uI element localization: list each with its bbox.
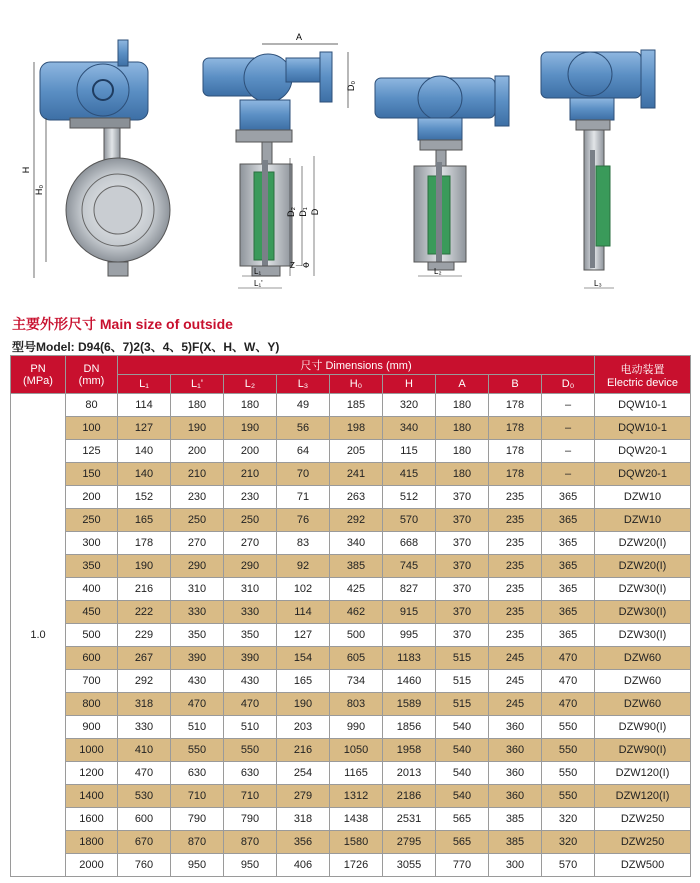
dimension-cell: 263 (330, 486, 383, 509)
dimension-cell: 410 (118, 739, 171, 762)
dimension-cell: 180 (224, 394, 277, 417)
dimension-cell: 512 (383, 486, 436, 509)
wafer-view-drawing (375, 76, 509, 276)
dimension-cell: 790 (171, 808, 224, 831)
dimension-cell: 670 (118, 831, 171, 854)
device-cell: DZW20(I) (595, 532, 691, 555)
dimension-cell: 365 (542, 509, 595, 532)
dimension-cell: 803 (330, 693, 383, 716)
device-cell: DZW60 (595, 670, 691, 693)
table-row (11, 394, 691, 417)
dimension-cell: 290 (171, 555, 224, 578)
device-cell: DZW30(I) (595, 578, 691, 601)
model-line: 型号Model: D94(6、7)2(3、4、5)F(X、H、W、Y) (12, 340, 280, 354)
dim-label-D1: D₁ (298, 207, 308, 217)
device-cell: DQW10-1 (595, 417, 691, 440)
dimension-cell: 550 (542, 716, 595, 739)
dimension-cell: 1050 (330, 739, 383, 762)
dimension-cell: – (542, 394, 595, 417)
dn-cell: 700 (66, 670, 118, 693)
dimension-cell: 350 (224, 624, 277, 647)
device-cell: DZW120(I) (595, 785, 691, 808)
dn-cell: 1200 (66, 762, 118, 785)
dimension-cell: 127 (277, 624, 330, 647)
dimension-cell: 330 (118, 716, 171, 739)
dimension-cell: 70 (277, 463, 330, 486)
dimension-cell: 570 (383, 509, 436, 532)
dimension-cell: 390 (224, 647, 277, 670)
dim-label-L1: L₁ (254, 267, 262, 276)
dimension-cell: 540 (436, 716, 489, 739)
dimension-cell: 510 (171, 716, 224, 739)
dn-cell: 800 (66, 693, 118, 716)
dimension-cell: 270 (224, 532, 277, 555)
dimension-cell: 1589 (383, 693, 436, 716)
table-row (11, 762, 691, 785)
dimension-cell: 630 (171, 762, 224, 785)
dimension-cell: 235 (489, 624, 542, 647)
dimension-cell: 180 (436, 394, 489, 417)
dimension-subheader: L₁ (118, 375, 171, 394)
dimension-cell: 310 (224, 578, 277, 601)
dn-cell: 125 (66, 440, 118, 463)
dimension-cell: 245 (489, 647, 542, 670)
dimension-cell: 540 (436, 739, 489, 762)
dimension-cell: 550 (171, 739, 224, 762)
dimension-cell: 300 (489, 854, 542, 877)
dimension-cell: 385 (489, 808, 542, 831)
dimension-cell: 245 (489, 670, 542, 693)
dimension-cell: 2013 (383, 762, 436, 785)
dimension-cell: 745 (383, 555, 436, 578)
dimensions-header: 尺寸 Dimensions (mm) (118, 356, 595, 375)
dim-label-L3: L₃ (594, 279, 602, 288)
dimension-subheader: H (383, 375, 436, 394)
dimension-cell: 370 (436, 509, 489, 532)
dimension-cell: 365 (542, 578, 595, 601)
dn-cell: 1400 (66, 785, 118, 808)
dn-cell: 500 (66, 624, 118, 647)
front-view-drawing (21, 40, 170, 278)
dimension-cell: 178 (489, 394, 542, 417)
dimension-cell: 235 (489, 486, 542, 509)
dimension-cell: 370 (436, 624, 489, 647)
dimension-cell: 360 (489, 762, 542, 785)
dimension-cell: 56 (277, 417, 330, 440)
dimension-cell: 216 (277, 739, 330, 762)
dimension-cell: 292 (118, 670, 171, 693)
table-row (11, 854, 691, 877)
dimension-cell: 550 (224, 739, 277, 762)
dimension-cell: 267 (118, 647, 171, 670)
dimension-cell: 127 (118, 417, 171, 440)
table-row (11, 601, 691, 624)
dimension-cell: 165 (277, 670, 330, 693)
dim-label-H: H (21, 166, 31, 174)
dimension-subheader: A (436, 375, 489, 394)
device-cell: DZW120(I) (595, 762, 691, 785)
dimension-cell: 200 (171, 440, 224, 463)
device-cell: DZW60 (595, 693, 691, 716)
dimension-cell: 600 (118, 808, 171, 831)
dimension-cell: 154 (277, 647, 330, 670)
dimension-cell: 210 (224, 463, 277, 486)
dimension-cell: 250 (224, 509, 277, 532)
device-cell: DZW30(I) (595, 601, 691, 624)
dimension-cell: 470 (224, 693, 277, 716)
dimension-cell: 430 (224, 670, 277, 693)
device-cell: DZW20(I) (595, 555, 691, 578)
dimension-cell: 415 (383, 463, 436, 486)
dim-label-D0: D₀ (346, 80, 356, 92)
dimension-cell: 230 (224, 486, 277, 509)
table-row (11, 693, 691, 716)
dimension-cell: – (542, 463, 595, 486)
dimension-cell: 152 (118, 486, 171, 509)
dimension-table (10, 355, 691, 877)
dimension-cell: 500 (330, 624, 383, 647)
dimension-cell: 1183 (383, 647, 436, 670)
dimension-cell: 425 (330, 578, 383, 601)
device-cell: DQW20-1 (595, 440, 691, 463)
dimension-cell: 203 (277, 716, 330, 739)
dn-cell: 400 (66, 578, 118, 601)
dimension-cell: 310 (171, 578, 224, 601)
dimension-cell: 140 (118, 463, 171, 486)
dimension-cell: – (542, 417, 595, 440)
dimension-cell: 190 (277, 693, 330, 716)
dn-header: DN (mm) (66, 356, 118, 394)
dimension-cell: 92 (277, 555, 330, 578)
dimension-cell: 470 (171, 693, 224, 716)
dn-cell: 900 (66, 716, 118, 739)
dimension-cell: 64 (277, 440, 330, 463)
dimension-cell: 470 (118, 762, 171, 785)
dimension-cell: 550 (542, 739, 595, 762)
dimension-cell: 470 (542, 693, 595, 716)
dimension-cell: 235 (489, 601, 542, 624)
dimension-cell: 870 (224, 831, 277, 854)
table-row (11, 463, 691, 486)
dimension-cell: 406 (277, 854, 330, 877)
dimension-cell: 76 (277, 509, 330, 532)
dimension-cell: 241 (330, 463, 383, 486)
dimension-cell: 270 (171, 532, 224, 555)
dimension-cell: 430 (171, 670, 224, 693)
table-row (11, 647, 691, 670)
dimension-cell: 178 (489, 463, 542, 486)
dimension-cell: 950 (224, 854, 277, 877)
dimension-cell: 950 (171, 854, 224, 877)
dn-cell: 600 (66, 647, 118, 670)
dimension-cell: 734 (330, 670, 383, 693)
dn-cell: 1000 (66, 739, 118, 762)
dimension-cell: 540 (436, 762, 489, 785)
dimension-cell: 102 (277, 578, 330, 601)
dimension-cell: 1726 (330, 854, 383, 877)
dimension-cell: 320 (542, 831, 595, 854)
dimension-cell: 180 (436, 417, 489, 440)
dim-label-H0: H₀ (34, 184, 44, 196)
dimension-cell: 365 (542, 601, 595, 624)
dimension-cell: 570 (542, 854, 595, 877)
dimension-cell: 1958 (383, 739, 436, 762)
dimension-cell: 279 (277, 785, 330, 808)
table-row (11, 670, 691, 693)
dimension-cell: 385 (330, 555, 383, 578)
dimension-cell: 2531 (383, 808, 436, 831)
dimension-cell: 235 (489, 555, 542, 578)
dimension-cell: 990 (330, 716, 383, 739)
dimension-cell: 827 (383, 578, 436, 601)
dimension-cell: 222 (118, 601, 171, 624)
device-cell: DZW500 (595, 854, 691, 877)
dimension-subheader: H₀ (330, 375, 383, 394)
pn-value-cell: 1.0 (11, 394, 66, 877)
table-row (11, 417, 691, 440)
dimension-cell: 330 (171, 601, 224, 624)
dn-cell: 250 (66, 509, 118, 532)
dimension-cell: 340 (330, 532, 383, 555)
dimension-cell: 245 (489, 693, 542, 716)
dimension-cell: 292 (330, 509, 383, 532)
dimension-cell: 180 (436, 440, 489, 463)
dn-cell: 2000 (66, 854, 118, 877)
dimension-cell: 180 (436, 463, 489, 486)
valve-drawings (0, 0, 700, 300)
dimension-cell: 178 (489, 417, 542, 440)
device-cell: DZW90(I) (595, 716, 691, 739)
dimension-cell: 1312 (330, 785, 383, 808)
dimension-cell: 165 (118, 509, 171, 532)
dimension-cell: 550 (542, 762, 595, 785)
dn-cell: 1600 (66, 808, 118, 831)
dimension-cell: 210 (171, 463, 224, 486)
dimension-cell: 370 (436, 486, 489, 509)
dimension-cell: 470 (542, 647, 595, 670)
dimension-cell: 790 (224, 808, 277, 831)
dimension-subheader: L₂ (224, 375, 277, 394)
dimension-cell: 356 (277, 831, 330, 854)
dimension-subheader: L₁' (171, 375, 224, 394)
dimension-cell: 515 (436, 670, 489, 693)
dim-label-L1p: L₁' (254, 279, 263, 288)
dimension-cell: 360 (489, 785, 542, 808)
device-cell: DZW10 (595, 509, 691, 532)
dimension-cell: 1438 (330, 808, 383, 831)
dimension-cell: 205 (330, 440, 383, 463)
table-row (11, 831, 691, 854)
dimension-cell: 1165 (330, 762, 383, 785)
dn-cell: 1800 (66, 831, 118, 854)
dimension-cell: 198 (330, 417, 383, 440)
dimension-cell: 510 (224, 716, 277, 739)
dimension-cell: 114 (118, 394, 171, 417)
dimension-cell: 370 (436, 578, 489, 601)
dimension-cell: 995 (383, 624, 436, 647)
dn-cell: 200 (66, 486, 118, 509)
dimension-cell: 540 (436, 785, 489, 808)
dimension-cell: 2186 (383, 785, 436, 808)
dimension-cell: 515 (436, 693, 489, 716)
dimension-cell: 140 (118, 440, 171, 463)
dimension-cell: 365 (542, 624, 595, 647)
dimension-cell: 320 (383, 394, 436, 417)
dimension-cell: 49 (277, 394, 330, 417)
dimension-cell: 180 (171, 394, 224, 417)
table-row (11, 785, 691, 808)
dimension-cell: 3055 (383, 854, 436, 877)
table-row (11, 808, 691, 831)
dimension-cell: 360 (489, 739, 542, 762)
dimension-cell: 83 (277, 532, 330, 555)
dimension-cell: – (542, 440, 595, 463)
dimension-cell: 370 (436, 601, 489, 624)
device-cell: DQW10-1 (595, 394, 691, 417)
dimension-cell: 565 (436, 831, 489, 854)
dimension-cell: 1460 (383, 670, 436, 693)
dimension-cell: 71 (277, 486, 330, 509)
dimension-cell: 178 (118, 532, 171, 555)
table-row (11, 440, 691, 463)
dimension-cell: 515 (436, 647, 489, 670)
dimension-cell: 530 (118, 785, 171, 808)
dimension-cell: 340 (383, 417, 436, 440)
table-row (11, 486, 691, 509)
device-cell: DZW10 (595, 486, 691, 509)
side-view-drawing (203, 32, 356, 288)
table-row (11, 624, 691, 647)
table-body (11, 394, 691, 877)
device-cell: DZW30(I) (595, 624, 691, 647)
dimension-cell: 605 (330, 647, 383, 670)
device-cell: DQW20-1 (595, 463, 691, 486)
device-cell: DZW250 (595, 808, 691, 831)
dimension-cell: 915 (383, 601, 436, 624)
dimension-cell: 229 (118, 624, 171, 647)
dimension-cell: 216 (118, 578, 171, 601)
dimension-subheader: D₀ (542, 375, 595, 394)
dimension-cell: 630 (224, 762, 277, 785)
dimension-cell: 370 (436, 555, 489, 578)
dimension-cell: 760 (118, 854, 171, 877)
dn-cell: 150 (66, 463, 118, 486)
dimension-cell: 318 (277, 808, 330, 831)
dimension-cell: 178 (489, 440, 542, 463)
dimension-cell: 710 (171, 785, 224, 808)
dn-cell: 80 (66, 394, 118, 417)
dimension-cell: 115 (383, 440, 436, 463)
dimension-cell: 320 (542, 808, 595, 831)
dn-cell: 450 (66, 601, 118, 624)
dimension-cell: 290 (224, 555, 277, 578)
device-cell: DZW60 (595, 647, 691, 670)
dimension-cell: 235 (489, 509, 542, 532)
dimension-cell: 1856 (383, 716, 436, 739)
dim-label-A: A (296, 32, 303, 42)
dimension-cell: 1580 (330, 831, 383, 854)
dimension-cell: 385 (489, 831, 542, 854)
dimension-cell: 230 (171, 486, 224, 509)
dimension-cell: 370 (436, 532, 489, 555)
dimension-cell: 190 (224, 417, 277, 440)
dimension-cell: 668 (383, 532, 436, 555)
table-row (11, 532, 691, 555)
dimension-cell: 770 (436, 854, 489, 877)
dimension-cell: 565 (436, 808, 489, 831)
dimension-cell: 190 (171, 417, 224, 440)
dimension-cell: 235 (489, 532, 542, 555)
dimension-cell: 254 (277, 762, 330, 785)
dn-cell: 350 (66, 555, 118, 578)
table-row (11, 578, 691, 601)
dimension-cell: 185 (330, 394, 383, 417)
dim-label-D: D (310, 208, 320, 216)
dimension-cell: 2795 (383, 831, 436, 854)
table-row (11, 509, 691, 532)
pn-header: PN (MPa) (11, 356, 66, 394)
dimension-cell: 870 (171, 831, 224, 854)
dimension-cell: 462 (330, 601, 383, 624)
dn-cell: 300 (66, 532, 118, 555)
dimension-cell: 235 (489, 578, 542, 601)
dimension-cell: 365 (542, 486, 595, 509)
dimension-cell: 470 (542, 670, 595, 693)
dimension-cell: 350 (171, 624, 224, 647)
device-cell: DZW90(I) (595, 739, 691, 762)
dimension-cell: 330 (224, 601, 277, 624)
dimension-cell: 390 (171, 647, 224, 670)
lug-view-drawing (541, 50, 655, 288)
dimension-cell: 710 (224, 785, 277, 808)
dimension-cell: 365 (542, 532, 595, 555)
dimension-cell: 200 (224, 440, 277, 463)
dimension-cell: 550 (542, 785, 595, 808)
device-cell: DZW250 (595, 831, 691, 854)
dimension-cell: 360 (489, 716, 542, 739)
table-row (11, 739, 691, 762)
dimension-cell: 365 (542, 555, 595, 578)
dim-label-z-phi: Z－Φ (290, 261, 310, 270)
table-row (11, 555, 691, 578)
dimension-cell: 190 (118, 555, 171, 578)
device-header: 电动装置 Electric device (595, 356, 691, 394)
dimension-subheader: L₃ (277, 375, 330, 394)
section-title: 主要外形尺寸 Main size of outside (12, 316, 233, 332)
dim-label-D2: D₂ (286, 207, 296, 217)
dimension-cell: 250 (171, 509, 224, 532)
dim-label-L2: L₂ (434, 267, 442, 276)
table-row (11, 716, 691, 739)
dimension-cell: 114 (277, 601, 330, 624)
dimension-subheader: B (489, 375, 542, 394)
dimension-cell: 318 (118, 693, 171, 716)
dn-cell: 100 (66, 417, 118, 440)
